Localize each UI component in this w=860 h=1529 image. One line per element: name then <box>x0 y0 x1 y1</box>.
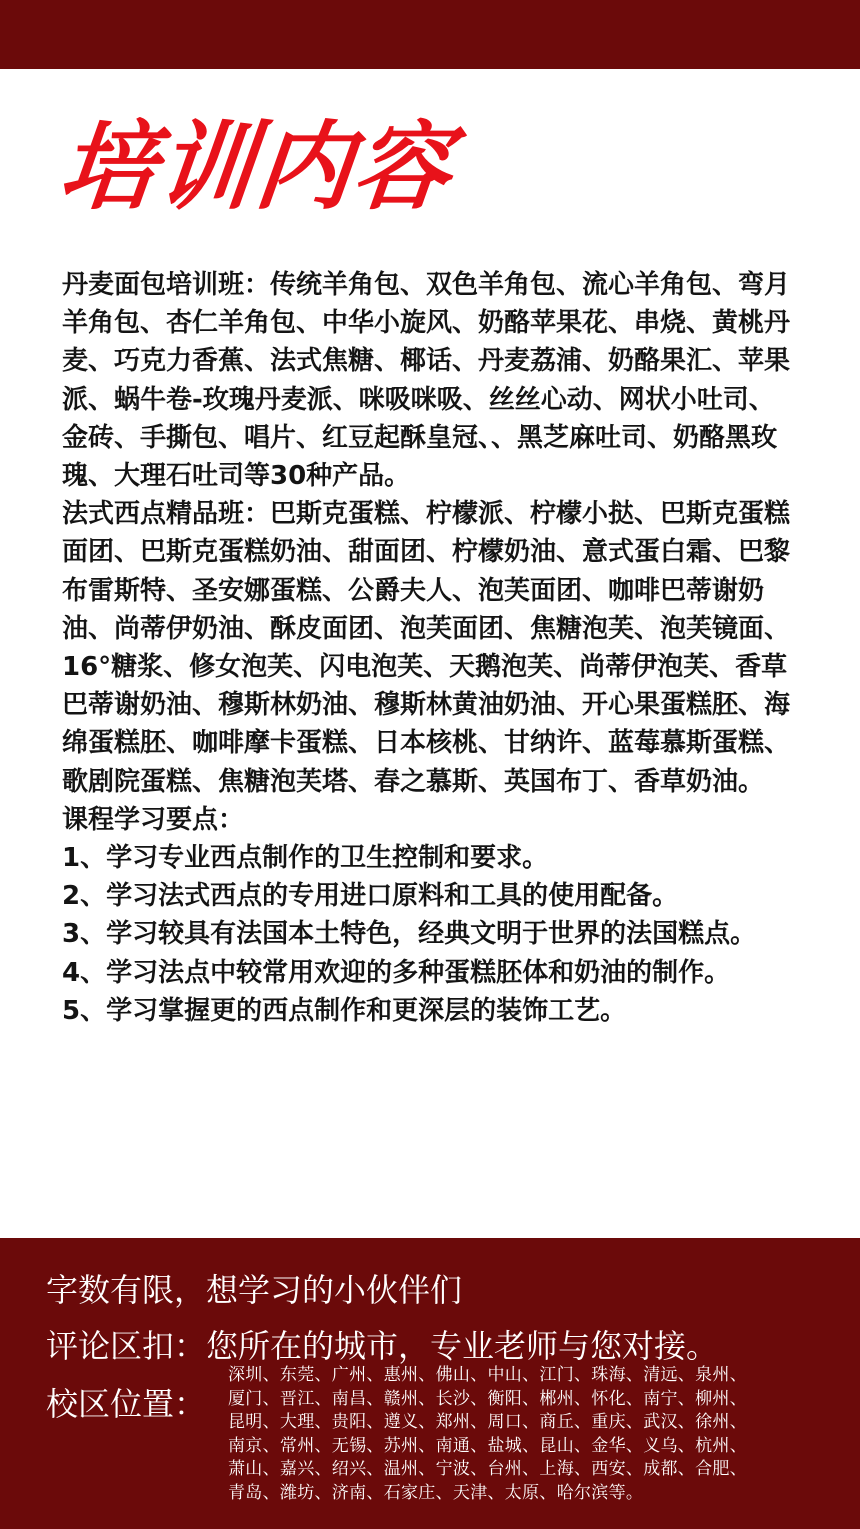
footer-line-1: 字数有限，想学习的小伙伴们 <box>46 1271 463 1309</box>
french-pastry-course: 法式西点精品班：巴斯克蛋糕、柠檬派、柠檬小挞、巴斯克蛋糕面团、巴斯克蛋糕奶油、甜面团、柠檬奶油、意式蛋白霜、巴黎布雷斯特、圣安娜蛋糕、公爵夫人、泡芙面团、咖啡巴蒂谢奶油、尚蒂伊奶油、酥皮面团、泡芙面团、焦糖泡芙、泡芙镜面、16°糖浆、修女泡芙、闪电泡芙、天鹅泡芙、尚蒂伊泡芙、香草巴蒂谢奶油、穆斯林奶油、穆斯林黄油奶油、开心果蛋糕胚、海绵蛋糕胚、咖啡摩卡蛋糕、日本核桃、甘纳许、蓝莓慕斯蛋糕、歌剧院蛋糕、焦糖泡芙塔、春之慕斯、英国布丁、香草奶油。 <box>62 499 791 797</box>
city-row: 深圳、东莞、广州、惠州、佛山、中山、江门、珠海、清远、泉州、 <box>228 1365 747 1385</box>
key-point-2: 2、学习法式西点的专用进口原料和工具的使用配备。 <box>62 881 679 912</box>
top-banner <box>0 0 860 69</box>
key-point-5: 5、学习掌握更的西点制作和更深层的装饰工艺。 <box>62 995 627 1026</box>
danish-bread-course: 丹麦面包培训班：传统羊角包、双色羊角包、流心羊角包、弯月羊角包、杏仁羊角包、中华小旋风、奶酪苹果花、串烧、黄桃丹麦、巧克力香蕉、法式焦糖、椰话、丹麦荔浦、奶酪果汇、苹果派、蜗牛卷-玫瑰丹麦派、咪吸咪吸、丝丝心动、网状小吐司、金砖、手撕包、唱片、红豆起酥皇冠、、黑芝麻吐司、奶酪黑玫瑰、大理石吐司等30种产品。 <box>62 270 791 492</box>
city-row: 萧山、嘉兴、绍兴、温州、宁波、台州、上海、西安、成都、合肥、 <box>228 1459 747 1479</box>
city-row: 南京、常州、无锡、苏州、南通、盐城、昆山、金华、义乌、杭州、 <box>228 1435 747 1456</box>
key-point-3: 3、学习较具有法国本土特色，经典文明于世界的法国糕点。 <box>62 919 757 950</box>
footer-line-2: 评论区扣：您所在的城市，专业老师与您对接。 <box>46 1327 719 1365</box>
training-content <box>62 266 792 1030</box>
page-title: 培训内容 <box>54 111 458 223</box>
footer-banner <box>0 1238 860 1529</box>
key-point-4: 4、学习法点中较常用欢迎的多种蛋糕胚体和奶油的制作。 <box>62 957 731 988</box>
campus-label: 校区位置： <box>46 1385 207 1423</box>
campus-city-list <box>228 1364 828 1505</box>
key-points-heading: 课程学习要点： <box>62 804 245 835</box>
city-row: 昆明、大理、贵阳、遵义、郑州、周口、商丘、重庆、武汉、徐州、 <box>228 1412 747 1432</box>
city-row: 青岛、潍坊、济南、石家庄、天津、太原、哈尔滨等。 <box>228 1482 644 1503</box>
city-row: 厦门、晋江、南昌、赣州、长沙、衡阳、郴州、怀化、南宁、柳州、 <box>228 1388 747 1409</box>
key-point-1: 1、学习专业西点制作的卫生控制和要求。 <box>62 843 549 874</box>
